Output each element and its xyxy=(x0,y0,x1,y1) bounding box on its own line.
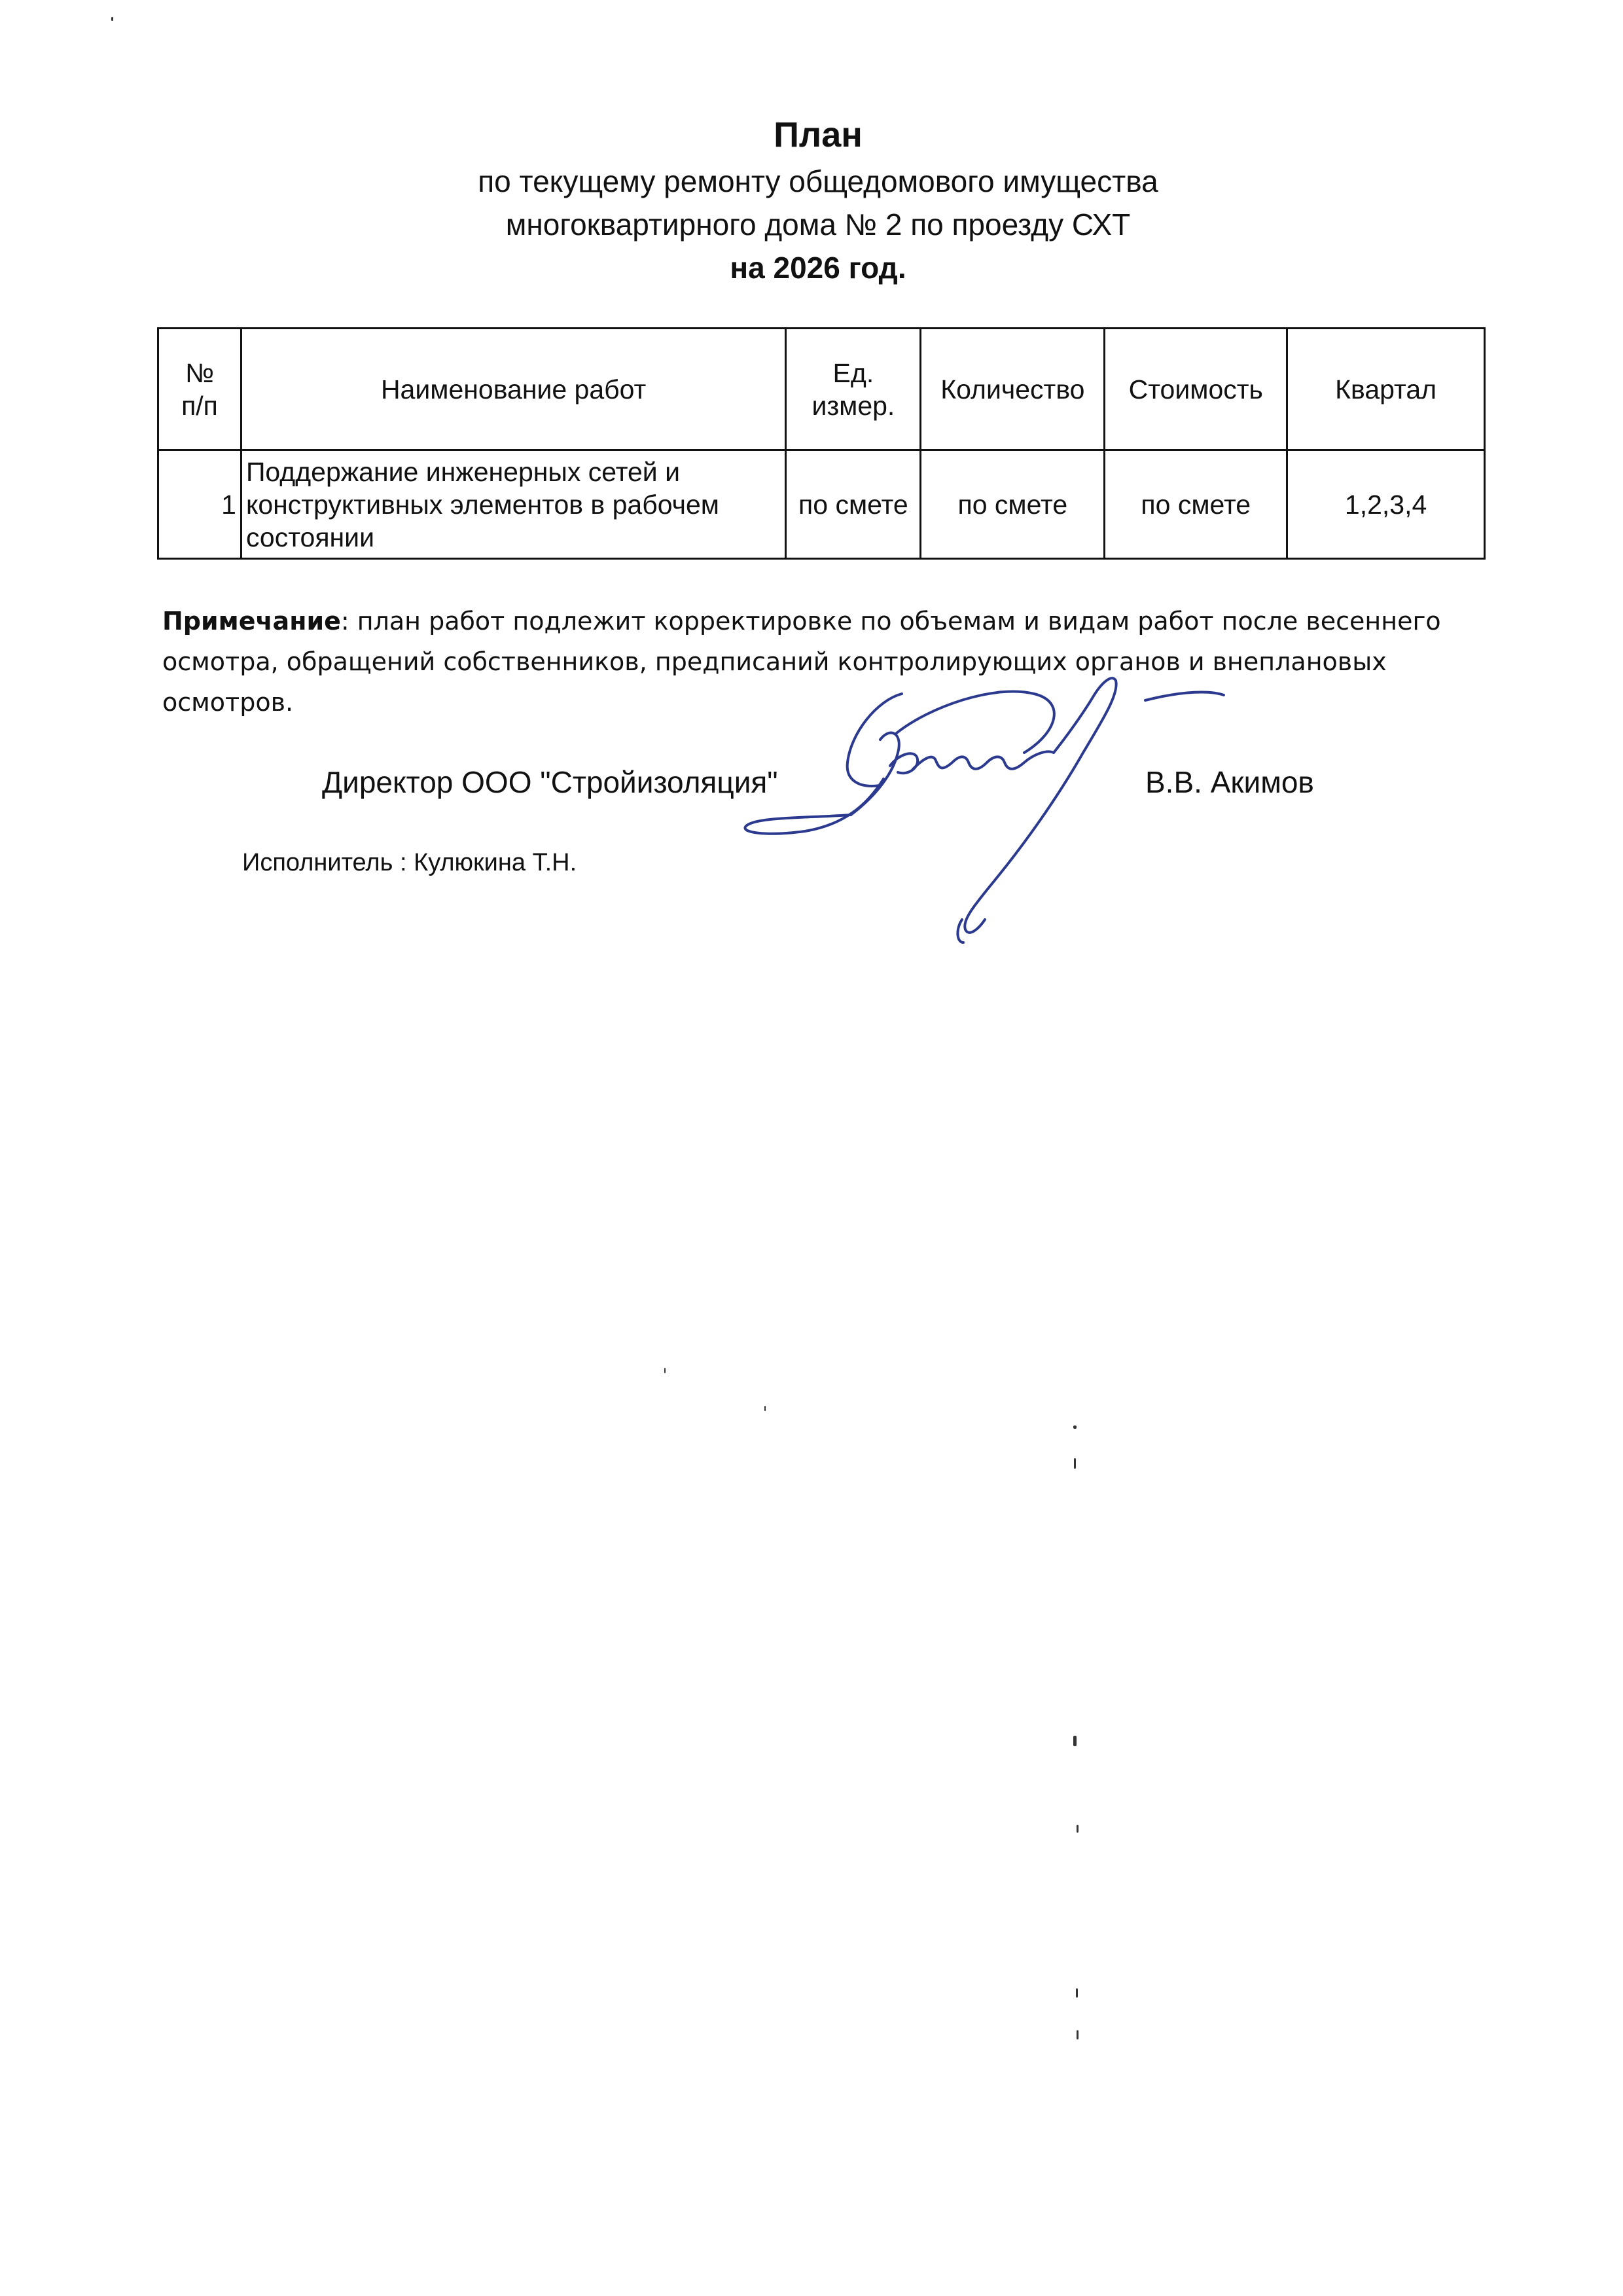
header-quarter: Квартал xyxy=(1287,329,1485,450)
note-label: Примечание xyxy=(162,607,341,636)
scan-dot xyxy=(1076,1988,1078,1998)
row-name xyxy=(241,450,785,559)
scan-dot xyxy=(664,1368,666,1373)
scan-dot xyxy=(111,17,113,21)
row-name-line1: Поддержание инженерных сетей и xyxy=(245,456,681,487)
row-name-line3: состоянии xyxy=(245,522,374,552)
scan-dot xyxy=(1077,1825,1079,1833)
document-title: План xyxy=(774,115,863,154)
scan-dot xyxy=(1074,1458,1076,1469)
row-name-line2: конструктивных элементов в рабочем xyxy=(245,489,719,520)
row-unit: по смете xyxy=(786,450,921,559)
row-qty: по смете xyxy=(921,450,1105,559)
document-subtitle-line2: многоквартирного дома № 2 по проезду СХТ xyxy=(505,207,1131,242)
plan-table xyxy=(157,327,1486,560)
header-num-line1: № xyxy=(185,357,214,388)
scan-dot xyxy=(1073,1426,1077,1429)
scan-dot xyxy=(764,1406,766,1411)
header-num xyxy=(158,329,241,450)
header-cost: Стоимость xyxy=(1105,329,1287,450)
document-year: на 2026 год. xyxy=(730,251,906,285)
executor: Исполнитель : Кулюкина Т.Н. xyxy=(242,849,577,876)
row-cost: по смете xyxy=(1105,450,1287,559)
scan-dot xyxy=(1077,2030,1079,2039)
row-quarter: 1,2,3,4 xyxy=(1287,450,1485,559)
header-unit-line1: Ед. xyxy=(832,357,874,388)
director-position: Директор ООО "Стройизоляция" xyxy=(322,765,778,799)
document-header xyxy=(157,110,1479,289)
note-text: : план работ подлежит корректировке по объемам и видам работ после весеннего осмотра, обращений собственников, предписаний контролирующих органов и внеплановых осмотров. xyxy=(162,607,1441,717)
row-num: 1 xyxy=(158,450,241,559)
scan-dot xyxy=(1073,1736,1077,1746)
header-unit xyxy=(786,329,921,450)
header-name: Наименование работ xyxy=(241,329,785,450)
header-num-line2: п/п xyxy=(181,390,218,421)
director-name: В.В. Акимов xyxy=(1145,765,1314,799)
document-subtitle-line1: по текущему ремонту общедомового имущества xyxy=(478,164,1158,198)
table-header-row xyxy=(158,329,1485,450)
header-qty: Количество xyxy=(921,329,1105,450)
handwritten-signature xyxy=(726,655,1263,969)
table-row xyxy=(158,450,1485,559)
header-unit-line2: измер. xyxy=(812,390,895,421)
